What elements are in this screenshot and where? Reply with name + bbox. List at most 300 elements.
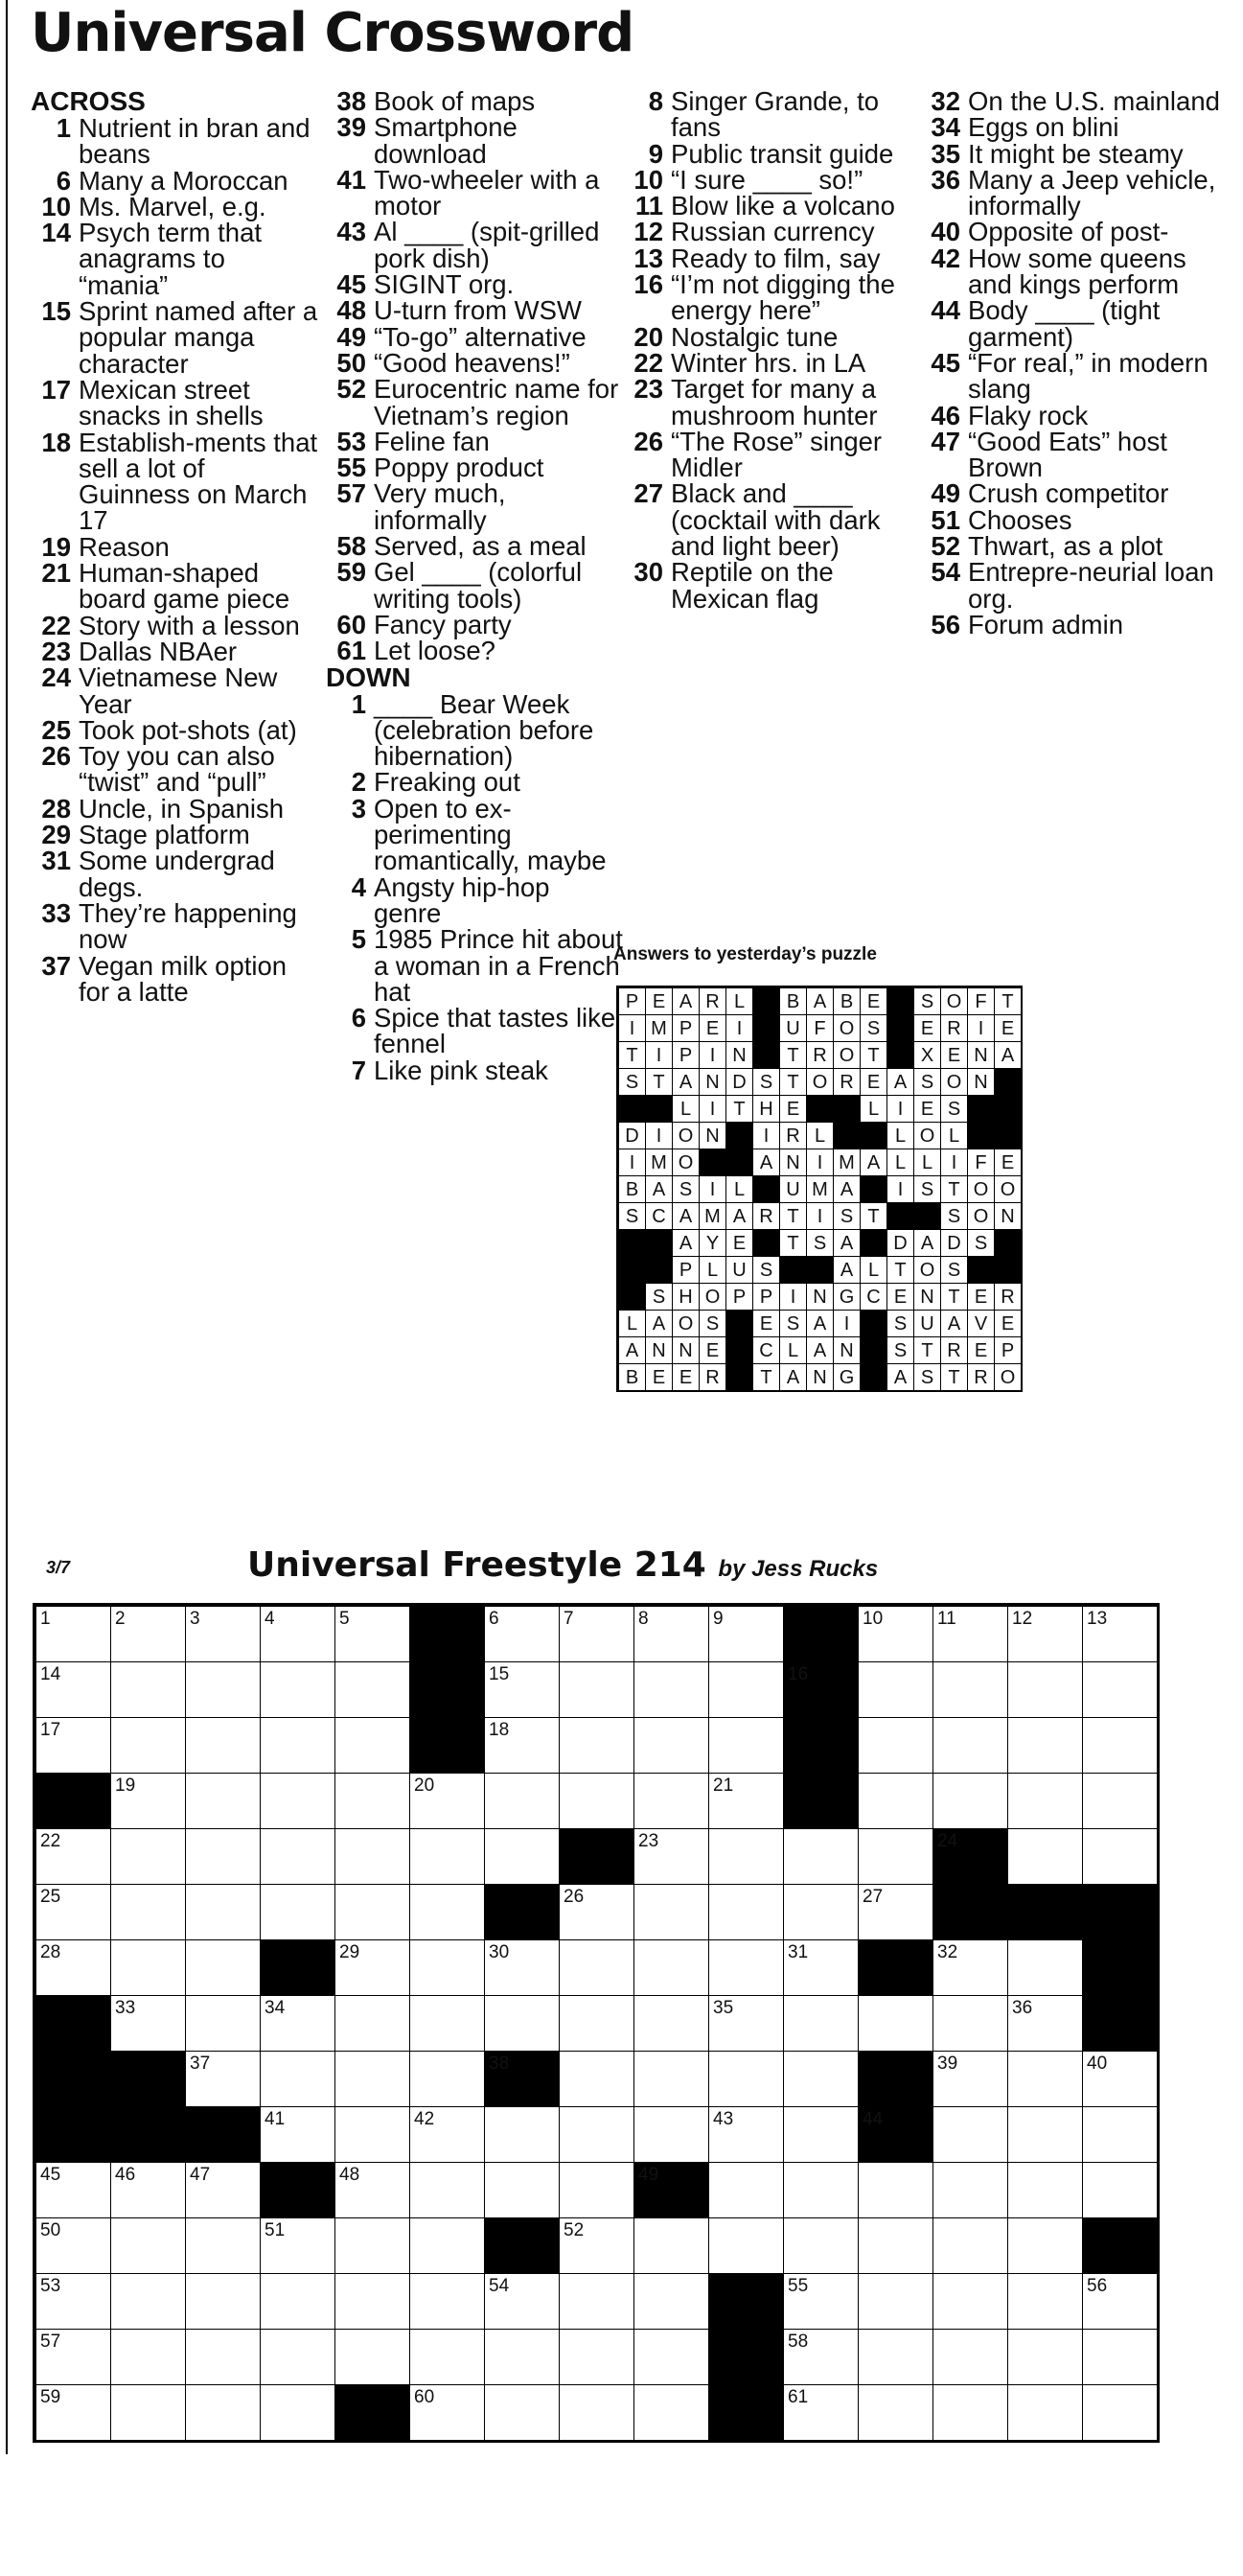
grid-cell[interactable] [1007, 2384, 1083, 2441]
grid-row [35, 2162, 1157, 2217]
cell-number: 11 [937, 1609, 956, 1629]
grid-cell[interactable] [484, 2162, 560, 2218]
grid-cell[interactable] [783, 2384, 859, 2441]
grid-cell[interactable] [260, 2273, 335, 2330]
grid-cell[interactable] [185, 2051, 261, 2107]
clue-number: 17 [41, 374, 71, 405]
grid-black-square [858, 2106, 933, 2163]
grid-cell[interactable] [1007, 1828, 1083, 1885]
grid-cell[interactable] [484, 1717, 560, 1774]
answer-cell: E [967, 1336, 995, 1364]
grid-cell[interactable] [484, 2384, 560, 2441]
grid-cell[interactable] [334, 2217, 410, 2274]
grid-cell[interactable] [559, 1884, 634, 1940]
grid-cell[interactable] [260, 1773, 335, 1829]
grid-cell[interactable] [633, 1773, 709, 1829]
grid-cell[interactable] [260, 1828, 335, 1885]
grid-cell[interactable] [409, 2106, 485, 2163]
clue-item [31, 714, 318, 745]
cell-number: 59 [40, 2387, 61, 2407]
grid-cell[interactable] [1007, 1773, 1083, 1829]
grid-black-square [708, 2273, 784, 2330]
answer-cell: S [967, 1229, 995, 1257]
grid-cell[interactable] [185, 1606, 261, 1662]
answer-cell: X [913, 1041, 941, 1069]
cell-number: 41 [265, 2109, 286, 2129]
grid-cell[interactable] [932, 2329, 1008, 2385]
clue-text: On the U.S. mainland [968, 86, 1220, 116]
clue-text: “Good Eats” host Brown [968, 426, 1167, 483]
grid-cell[interactable] [559, 1661, 634, 1718]
cell-number: 4 [265, 1609, 275, 1629]
answer-black-cell [752, 1041, 780, 1069]
clue-item [920, 88, 1236, 114]
answer-cell: M [645, 1149, 673, 1176]
clue-number: 42 [931, 243, 960, 273]
grid-cell[interactable] [858, 2162, 933, 2218]
grid-cell[interactable] [260, 1661, 335, 1718]
grid-cell[interactable] [260, 1995, 335, 2052]
grid-cell[interactable] [409, 1884, 485, 1940]
grid-cell[interactable] [260, 1606, 335, 1662]
grid-cell[interactable] [110, 2329, 186, 2385]
clue-number: 3 [351, 793, 366, 824]
grid-cell[interactable] [858, 2217, 933, 2274]
grid-cell[interactable] [559, 2051, 634, 2107]
answer-cell: U [913, 1310, 941, 1337]
answer-cell: S [645, 1283, 673, 1311]
grid-cell[interactable] [708, 1717, 784, 1774]
clue-text: Eurocentric name for Vietnam’s region [374, 374, 619, 430]
grid-cell[interactable] [260, 1884, 335, 1940]
grid-cell[interactable] [1007, 2329, 1083, 2385]
grid-cell[interactable] [409, 2384, 485, 2441]
grid-cell[interactable] [35, 1939, 111, 1996]
answer-cell: R [752, 1202, 780, 1230]
answer-cell: E [645, 1363, 673, 1391]
answer-black-cell [860, 1363, 887, 1391]
grid-cell[interactable] [633, 2273, 709, 2330]
grid-cell[interactable] [858, 2273, 933, 2330]
grid-cell[interactable] [1007, 2051, 1083, 2107]
grid-cell[interactable] [1007, 1661, 1083, 1718]
clue-number: 23 [633, 374, 663, 405]
grid-cell[interactable] [783, 1828, 859, 1885]
grid-cell[interactable] [932, 1995, 1008, 2052]
grid-cell[interactable] [334, 1773, 410, 1829]
grid-cell[interactable] [932, 1773, 1008, 1829]
grid-cell[interactable] [1007, 1717, 1083, 1774]
answer-cell: A [672, 1068, 700, 1096]
grid-cell[interactable] [633, 1828, 709, 1885]
grid-cell[interactable] [409, 1995, 485, 2052]
grid-cell[interactable] [260, 2384, 335, 2441]
grid-cell[interactable] [484, 1661, 560, 1718]
grid-cell[interactable] [484, 2273, 560, 2330]
grid-cell[interactable] [185, 2329, 261, 2385]
grid-cell[interactable] [334, 1884, 410, 1940]
grid-cell[interactable] [783, 2051, 859, 2107]
answer-cell: L [725, 1175, 753, 1203]
grid-cell[interactable] [409, 2273, 485, 2330]
grid-cell[interactable] [559, 2273, 634, 2330]
grid-cell[interactable] [185, 2162, 261, 2218]
grid-cell[interactable] [409, 2329, 485, 2385]
clue-text: Singer Grande, to fans [671, 86, 880, 143]
clue-text: U-turn from WSW [374, 295, 582, 326]
answer-cell: E [725, 1229, 753, 1257]
grid-cell[interactable] [110, 1939, 186, 1996]
grid-cell[interactable] [633, 2329, 709, 2385]
grid-cell[interactable] [932, 1661, 1008, 1718]
grid-cell[interactable] [484, 1995, 560, 2052]
grid-cell[interactable] [1007, 1939, 1083, 1996]
grid-cell[interactable] [1082, 1661, 1158, 1718]
grid-cell[interactable] [708, 2051, 784, 2107]
grid-cell[interactable] [932, 2051, 1008, 2107]
answer-cell: O [940, 1068, 968, 1096]
grid-cell[interactable] [185, 1939, 261, 1996]
clue-item [326, 453, 623, 483]
clue-text: Open to ex-perimenting romantically, maybe [374, 793, 607, 876]
answer-cell: N [779, 1149, 807, 1176]
grid-cell[interactable] [708, 1884, 784, 1940]
grid-cell[interactable] [484, 1606, 560, 1662]
grid-cell[interactable] [633, 1661, 709, 1718]
grid-cell[interactable] [1082, 2162, 1158, 2218]
grid-cell[interactable] [185, 1884, 261, 1940]
grid-cell[interactable] [1082, 2384, 1158, 2441]
clue-number: 39 [336, 112, 366, 143]
grid-cell[interactable] [185, 2384, 261, 2441]
grid-cell[interactable] [708, 2217, 784, 2274]
answer-cell: E [913, 1014, 941, 1042]
grid-cell[interactable] [185, 1995, 261, 2052]
clue-column-4 [920, 88, 1236, 638]
grid-cell[interactable] [559, 2329, 634, 2385]
cell-number: 34 [265, 1998, 286, 2018]
grid-cell[interactable] [708, 1773, 784, 1829]
grid-cell[interactable] [35, 2329, 111, 2385]
grid-cell[interactable] [334, 1828, 410, 1885]
grid-cell[interactable] [484, 2329, 560, 2385]
grid-cell[interactable] [559, 2162, 634, 2218]
grid-cell[interactable] [633, 1884, 709, 1940]
grid-cell[interactable] [185, 1828, 261, 1885]
answer-black-cell [860, 1122, 887, 1149]
answer-cell: I [806, 1202, 834, 1230]
answer-cell: T [860, 1041, 887, 1069]
clue-number: 24 [41, 662, 71, 693]
grid-cell[interactable] [35, 1884, 111, 1940]
grid-cell[interactable] [1082, 1828, 1158, 1885]
grid-cell[interactable] [1082, 1717, 1158, 1774]
grid-row [35, 1995, 1157, 2051]
grid-black-square [35, 1995, 111, 2052]
grid-cell[interactable] [783, 1995, 859, 2052]
grid-cell[interactable] [559, 1717, 634, 1774]
answer-cell: L [886, 1122, 914, 1149]
answer-cell: S [860, 1014, 887, 1042]
grid-cell[interactable] [35, 1717, 111, 1774]
grid-cell[interactable] [260, 2051, 335, 2107]
grid-cell[interactable] [110, 1828, 186, 1885]
answer-cell: I [618, 1149, 646, 1176]
grid-cell[interactable] [1007, 2106, 1083, 2163]
clue-item [326, 531, 623, 562]
grid-cell[interactable] [783, 2106, 859, 2163]
grid-cell[interactable] [35, 2273, 111, 2330]
grid-cell[interactable] [110, 2384, 186, 2441]
grid-cell[interactable] [858, 1884, 933, 1940]
clue-text: “Good heavens!” [374, 347, 570, 378]
grid-cell[interactable] [334, 1717, 410, 1774]
grid-cell[interactable] [858, 1773, 933, 1829]
grid-cell[interactable] [708, 2106, 784, 2163]
grid-cell[interactable] [932, 1939, 1008, 1996]
answer-row [618, 1229, 1021, 1256]
grid-cell[interactable] [484, 1939, 560, 1996]
grid-cell[interactable] [708, 1939, 784, 1996]
grid-cell[interactable] [783, 2217, 859, 2274]
grid-cell[interactable] [409, 2162, 485, 2218]
cell-number: 6 [489, 1609, 499, 1629]
answer-cell: I [645, 1041, 673, 1069]
cell-number: 20 [414, 1775, 435, 1796]
clue-text: Public transit guide [671, 138, 894, 169]
grid-cell[interactable] [110, 1884, 186, 1940]
grid-cell[interactable] [110, 2273, 186, 2330]
grid-cell[interactable] [1007, 2162, 1083, 2218]
grid-cell[interactable] [334, 1939, 410, 1996]
grid-cell[interactable] [858, 1606, 933, 1662]
grid-cell[interactable] [708, 1661, 784, 1718]
answer-cell: O [833, 1041, 861, 1069]
grid-cell[interactable] [708, 1828, 784, 1885]
grid-cell[interactable] [633, 1606, 709, 1662]
grid-cell[interactable] [185, 2273, 261, 2330]
clue-item [920, 504, 1236, 535]
grid-cell[interactable] [35, 1661, 111, 1718]
clue-number: 14 [41, 218, 71, 248]
cell-number: 7 [564, 1609, 574, 1629]
grid-black-square [783, 1661, 859, 1718]
grid-cell[interactable] [110, 2162, 186, 2218]
clue-number: 6 [351, 1003, 366, 1033]
grid-cell[interactable] [559, 1939, 634, 1996]
grid-cell[interactable] [932, 2162, 1008, 2218]
answer-black-cell [725, 1149, 753, 1176]
cell-number: 13 [1087, 1609, 1108, 1629]
grid-cell[interactable] [35, 1606, 111, 1662]
grid-cell[interactable] [708, 1606, 784, 1662]
grid-cell[interactable] [185, 2217, 261, 2274]
answer-cell: T [645, 1068, 673, 1096]
grid-cell[interactable] [1007, 1606, 1083, 1662]
grid-cell[interactable] [633, 2217, 709, 2274]
grid-cell[interactable] [110, 1773, 186, 1829]
grid-cell[interactable] [110, 1606, 186, 1662]
grid-cell[interactable] [708, 2162, 784, 2218]
clue-item [31, 820, 318, 850]
grid-cell[interactable] [409, 1773, 485, 1829]
answer-cell: P [618, 987, 646, 1015]
grid-row [35, 2106, 1157, 2162]
grid-cell[interactable] [409, 2217, 485, 2274]
grid-cell[interactable] [858, 1995, 933, 2052]
answer-cell: T [940, 1283, 968, 1311]
grid-cell[interactable] [260, 1717, 335, 1774]
grid-cell[interactable] [932, 2217, 1008, 2274]
clue-item [31, 531, 318, 562]
grid-cell[interactable] [110, 1995, 186, 2052]
grid-cell[interactable] [35, 1828, 111, 1885]
clue-text: Nutrient in bran and beans [79, 113, 311, 170]
grid-cell[interactable] [260, 2329, 335, 2385]
cell-number: 45 [40, 2165, 61, 2185]
grid-cell[interactable] [484, 1773, 560, 1829]
grid-cell[interactable] [559, 2384, 634, 2441]
grid-cell[interactable] [633, 1995, 709, 2052]
answer-cell: N [994, 1202, 1022, 1230]
grid-cell[interactable] [1082, 1606, 1158, 1662]
grid-cell[interactable] [559, 1995, 634, 2052]
grid-cell[interactable] [409, 1828, 485, 1885]
answer-cell: E [645, 987, 673, 1015]
grid-cell[interactable] [633, 2051, 709, 2107]
grid-cell[interactable] [858, 2329, 933, 2385]
grid-cell[interactable] [858, 2384, 933, 2441]
clue-text: Fancy party [374, 609, 512, 639]
cell-number: 52 [564, 2220, 585, 2240]
grid-cell[interactable] [1007, 1995, 1083, 2052]
grid-cell[interactable] [1082, 2106, 1158, 2163]
grid-cell[interactable] [783, 2273, 859, 2330]
grid-cell[interactable] [1007, 2217, 1083, 2274]
grid-cell[interactable] [1082, 1773, 1158, 1829]
grid-cell[interactable] [334, 1661, 410, 1718]
answer-cell: O [806, 1068, 834, 1096]
answer-cell: T [994, 987, 1022, 1015]
grid-cell[interactable] [559, 2217, 634, 2274]
grid-cell[interactable] [185, 1773, 261, 1829]
grid-cell[interactable] [559, 1773, 634, 1829]
clue-text: Body ____ (tight garment) [968, 295, 1161, 352]
grid-cell[interactable] [334, 2162, 410, 2218]
clue-item [31, 298, 318, 377]
clue-text: It might be steamy [968, 138, 1184, 169]
clue-text: Blow like a volcano [671, 191, 895, 221]
clue-text: Dallas NBAer [79, 636, 238, 666]
answer-row [618, 1256, 1021, 1283]
grid-cell[interactable] [185, 1717, 261, 1774]
clue-number: 59 [336, 557, 366, 588]
grid-cell[interactable] [633, 1717, 709, 1774]
grid-cell[interactable] [1007, 2273, 1083, 2330]
grid-cell[interactable] [334, 2329, 410, 2385]
clue-text: Flaky rock [968, 400, 1089, 430]
clue-number: 26 [41, 741, 71, 772]
answer-cell: D [886, 1229, 914, 1257]
grid-cell[interactable] [110, 1717, 186, 1774]
grid-cell[interactable] [932, 2384, 1008, 2441]
answer-cell: R [940, 1336, 968, 1364]
grid-cell[interactable] [932, 1717, 1008, 1774]
clue-item [326, 426, 623, 456]
grid-cell[interactable] [334, 2051, 410, 2107]
grid-cell[interactable] [783, 1939, 859, 1996]
cell-number: 29 [339, 1942, 360, 1962]
grid-cell[interactable] [185, 1661, 261, 1718]
grid-cell[interactable] [932, 2106, 1008, 2163]
clue-number: 41 [336, 164, 366, 195]
answer-cell: R [994, 1283, 1022, 1311]
grid-cell[interactable] [35, 2217, 111, 2274]
answer-cell: O [913, 1122, 941, 1149]
date-label: 3/7 [46, 1558, 71, 1577]
grid-cell[interactable] [559, 1606, 634, 1662]
grid-cell[interactable] [110, 1661, 186, 1718]
clue-number: 49 [931, 478, 960, 509]
grid-cell[interactable] [783, 2329, 859, 2385]
grid-cell[interactable] [1082, 2051, 1158, 2107]
grid-cell[interactable] [858, 1717, 933, 1774]
answer-black-cell [967, 1256, 995, 1284]
clue-item [623, 321, 920, 352]
grid-cell[interactable] [932, 1606, 1008, 1662]
answer-black-cell [725, 1363, 753, 1391]
grid-cell[interactable] [633, 2384, 709, 2441]
grid-cell[interactable] [858, 1661, 933, 1718]
grid-cell[interactable] [484, 1828, 560, 1885]
answer-black-cell [645, 1095, 673, 1123]
clue-text: Like pink steak [374, 1055, 548, 1085]
grid-cell[interactable] [35, 2384, 111, 2441]
answer-cell: T [913, 1336, 941, 1364]
grid-cell[interactable] [334, 1606, 410, 1662]
clue-item [326, 688, 623, 772]
grid-cell[interactable] [409, 2051, 485, 2107]
grid-cell[interactable] [260, 2217, 335, 2274]
grid-cell[interactable] [932, 2273, 1008, 2330]
grid-cell[interactable] [334, 2273, 410, 2330]
grid-cell[interactable] [484, 2106, 560, 2163]
grid-cell[interactable] [708, 1995, 784, 2052]
grid-cell[interactable] [260, 2106, 335, 2163]
grid-cell[interactable] [334, 2106, 410, 2163]
answer-black-cell [886, 1041, 914, 1069]
grid-cell[interactable] [783, 1884, 859, 1940]
cell-number: 43 [713, 2109, 734, 2129]
grid-cell[interactable] [858, 1828, 933, 1885]
clue-text: Gel ____ (colorful writing tools) [374, 557, 583, 614]
grid-cell[interactable] [1082, 2329, 1158, 2385]
grid-cell[interactable] [35, 2162, 111, 2218]
cell-number: 12 [1012, 1609, 1033, 1629]
grid-cell[interactable] [1082, 2273, 1158, 2330]
grid-cell[interactable] [110, 2217, 186, 2274]
clue-item [623, 138, 920, 169]
grid-cell[interactable] [559, 2106, 634, 2163]
grid-cell[interactable] [783, 2162, 859, 2218]
grid-cell[interactable] [633, 2106, 709, 2163]
answer-cell: E [672, 1363, 700, 1391]
grid-cell[interactable] [633, 1939, 709, 1996]
clue-number: 7 [351, 1055, 366, 1085]
cell-number: 60 [414, 2387, 435, 2407]
grid-cell[interactable] [334, 1995, 410, 2052]
grid-cell[interactable] [409, 1939, 485, 1996]
